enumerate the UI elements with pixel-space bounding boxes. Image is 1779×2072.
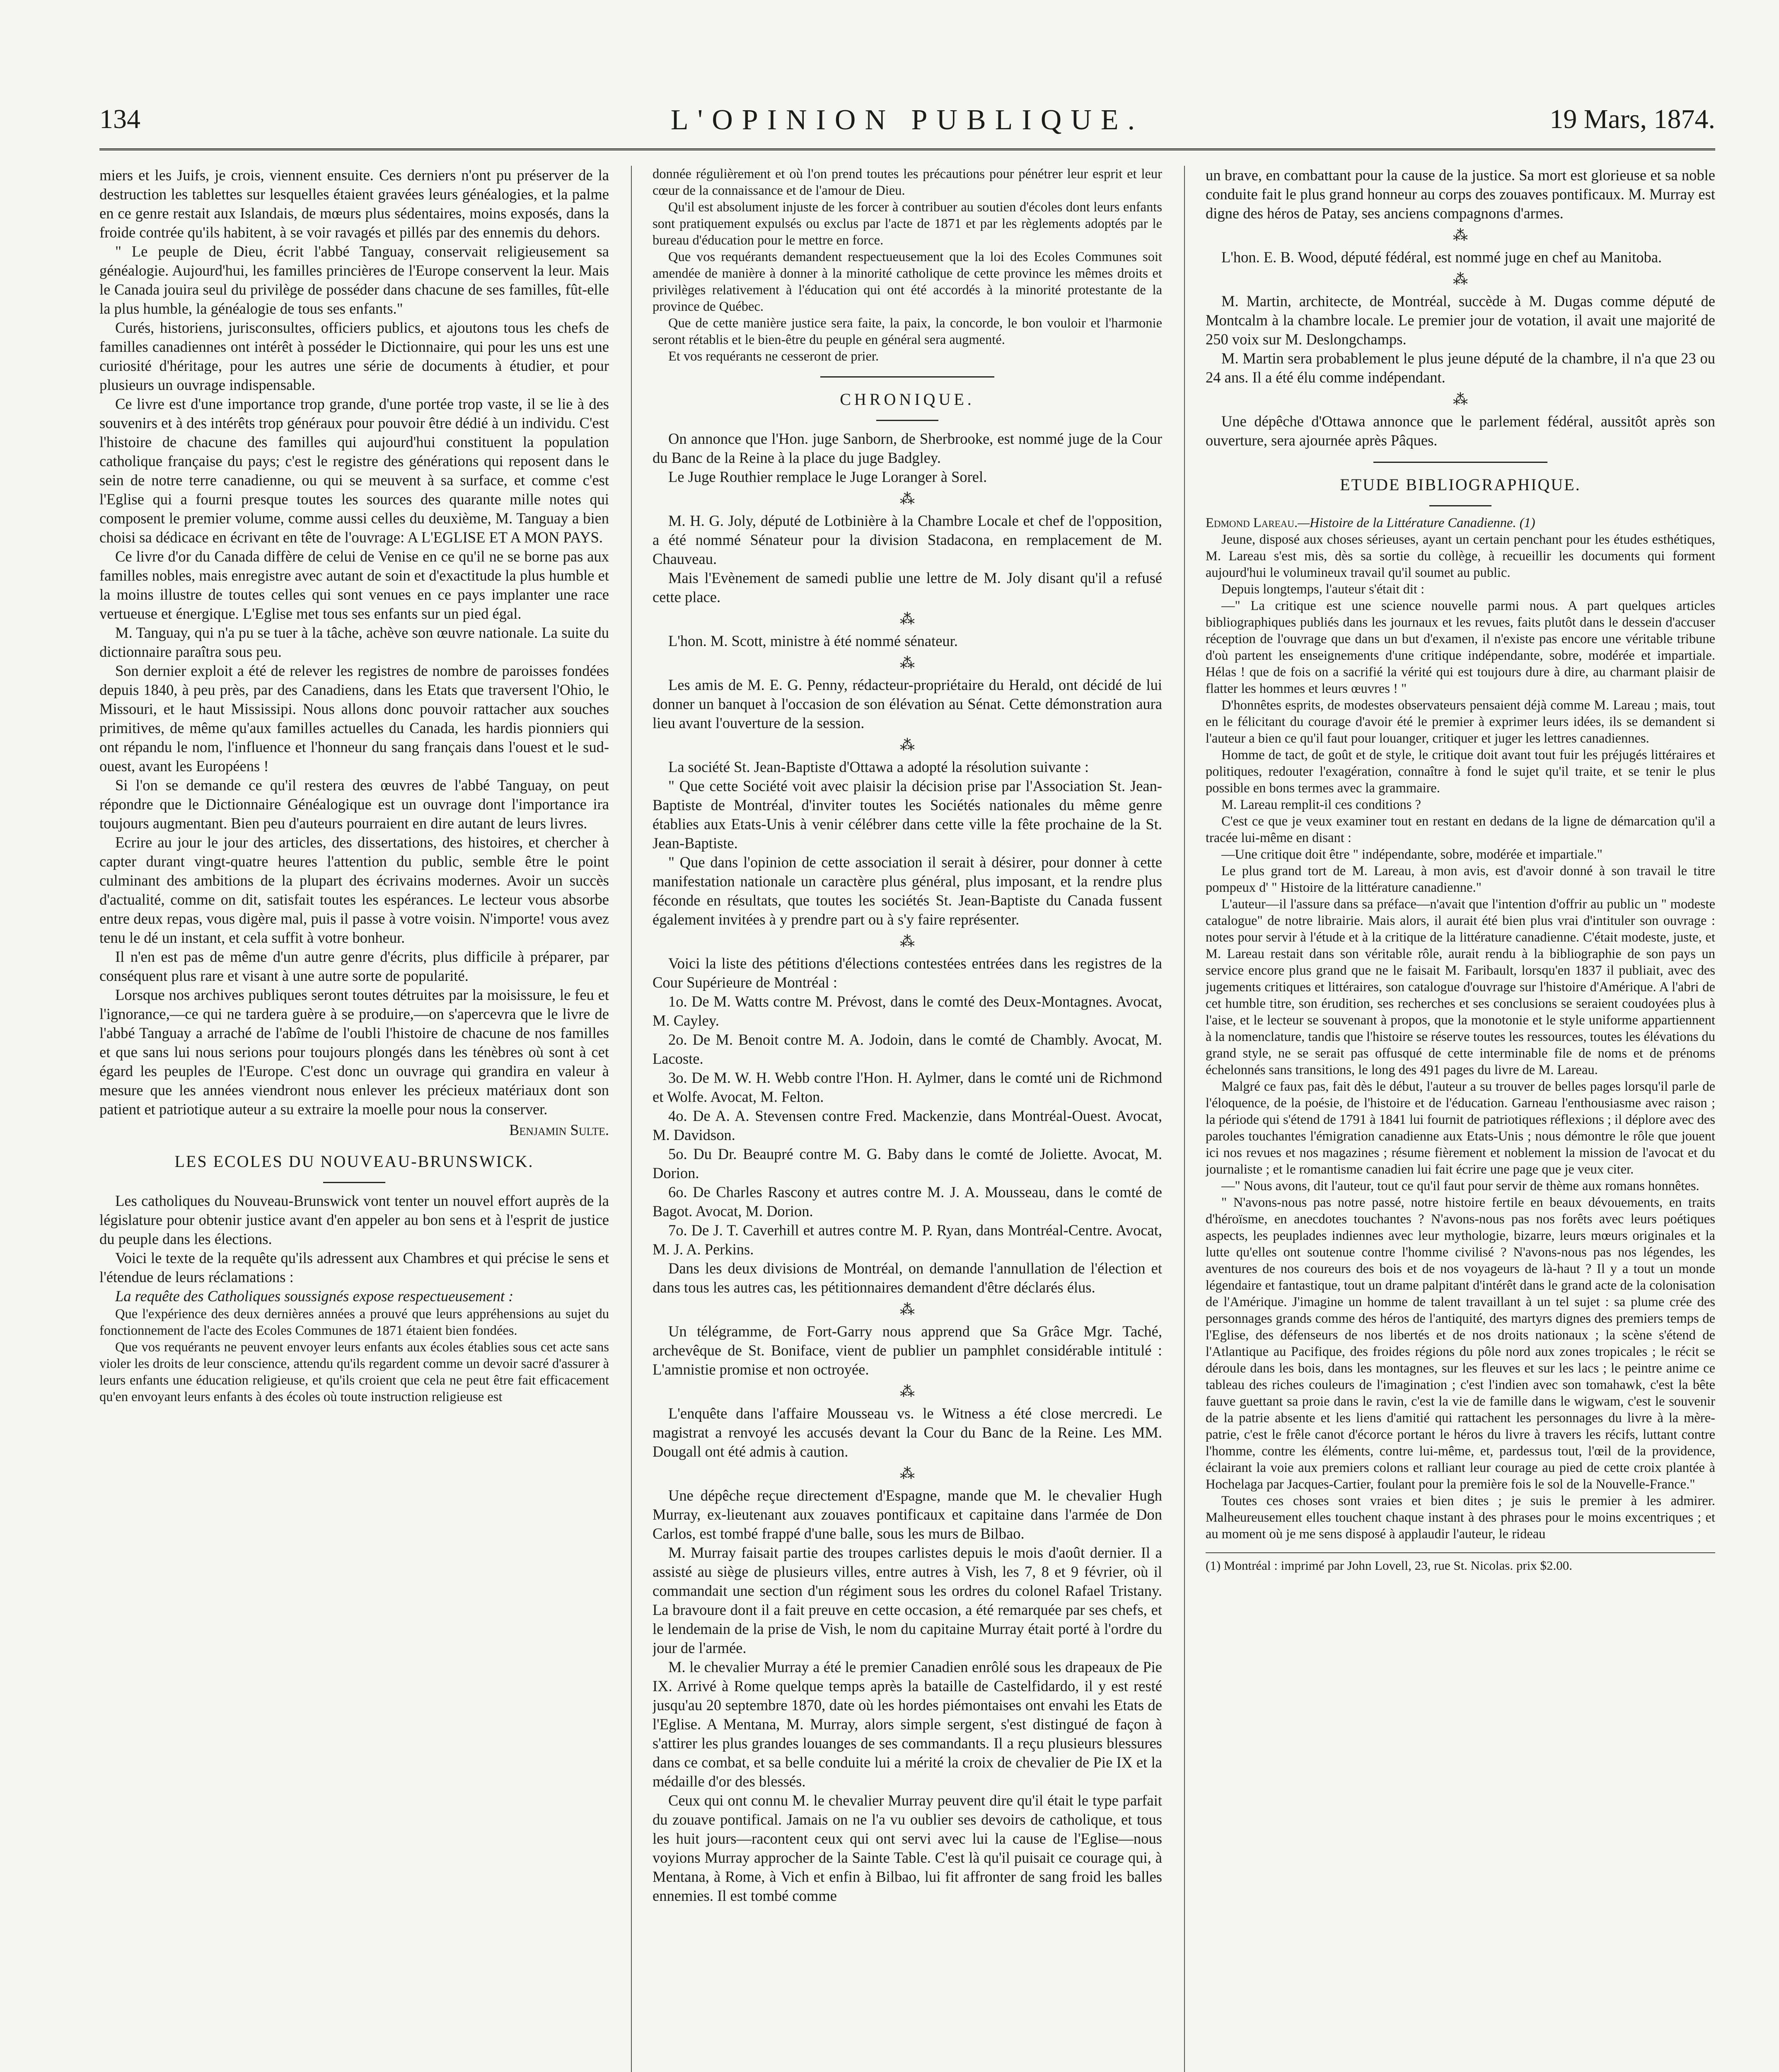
- columns: [99, 166, 1715, 2072]
- paragraph: M. le chevalier Murray a été le premier Canadien enrôlé sous les drapeaux de Pie IX. Arrivé à Rome quelque temps après la bataille de Castelfidardo, il y est resté jusqu'au 20 septembre 1870, date où les hordes piémontaises ont envahi les Etats de l'Eglise. A Mentana, M. Murray, alors simple sergent, s'est distingué de façon à s'attirer les plus grandes louanges de ses commandants. Il a reçu plusieurs blessures dans ce combat, et sa belle conduite lui a mérité la croix de chevalier de Pie IX et la médaille d'or des blessés.: [653, 1658, 1162, 1790]
- paragraph: Que de cette manière justice sera faite, la paix, la concorde, le bon vouloir et l'harmonie seront rétablis et le bien-être du peuple en général sera augmenté.: [653, 316, 1162, 347]
- paragraph: Homme de tact, de goût et de style, le critique doit avant tout fuir les préjugés littéraires et politiques, redouter l'exagération, connaître à fond le sujet qu'il traite, et se tenir le plus possible en bons termes avec la grammaire.: [1206, 748, 1715, 796]
- footnote: [1206, 1552, 1715, 1574]
- paragraph: Lorsque nos archives publiques seront toutes détruites par la moisissure, le feu et l'ignorance,—ce qui ne tardera guère à se produire,—on s'apercevra que le livre de l'abbé Tanguay a arraché de l'abîme de l'oubli l'histoire de chacune de nos familles et que sans lui nous serions pour toujours plongés dans les ténèbres où sont à cet égard les peuples de l'Europe. C'est donc un ouvrage qui grandira en valeur à mesure que les années viendront nous enlever les précieux matériaux dont son patient et patriotique auteur a su extraire la moelle pour nous la conserver.: [99, 986, 609, 1118]
- paragraph: L'hon. M. Scott, ministre à été nommé sénateur.: [668, 632, 958, 649]
- paragraph: Il n'en est pas de même d'un autre genre d'écrits, plus difficile à préparer, par conséquent plus rare et visant à une autre sorte de popularité.: [99, 948, 609, 984]
- page-header: [99, 99, 1715, 149]
- heading-rule: [323, 1182, 385, 1183]
- paragraph: D'honnêtes esprits, de modestes observateurs pensaient déjà comme M. Lareau ; mais, tout en le félicitant du courage d'avoir été le premier à exprimer leurs idées, ils se demandent si l'auteur a bien ce qu'il faut pour louanger, critiquer et juger les lettres canadiennes.: [1206, 698, 1715, 746]
- paragraph: —" Nous avons, dit l'auteur, tout ce qu'il faut pour servir de thème aux romans honnêtes.: [1221, 1179, 1699, 1193]
- heading-rule: [1429, 505, 1491, 506]
- paragraph: Ceux qui ont connu M. le chevalier Murray peuvent dire qu'il était le type parfait du zouave pontifical. Jamais on ne l'a vu oublier ses devoirs de catholique, et tous les huit jours—racontent ceux qui ont servi avec lui la cause de l'Eglise—nous voyions Murray approcher de la Sainte Table. C'est là qu'il puisait ce courage qui, à Mentana, à Rome, à Vich et enfin à Bilbao, lui fit affronter de sang froid les balles ennemies. Il est tombé comme: [653, 1792, 1162, 1904]
- paragraph: Curés, historiens, jurisconsultes, officiers publics, et ajoutons tous les chefs de familles canadiennes ont intérêt à posséder le Dictionnaire, qui pour les uns est une curiosité d'héritage, pour les autres une série de documents à étudier, et pour plusieurs un ouvrage indispensable.: [99, 319, 609, 393]
- paragraph: Ce livre est d'une importance trop grande, d'une portée trop vaste, il se lie à des souvenirs et à des intérêts trop généraux pour pouvoir être dédié à un individu. C'est l'histoire de chacune des familles qui aujourd'hui constituent la population catholique française du pays; c'est le registre des générations qui reposent dans le sein de notre terre canadienne, ou qui se meuvent à sa surface, et comme c'est l'Eglise qui a fourni presque toutes les sources des quarante mille notes qui composent le premier volume, comme aussi celles du deuxième, M. Tanguay a bien choisi sa dédicace en écrivant en tête de l'ouvrage: A L'EGLISE ET A MON PAYS.: [99, 395, 609, 546]
- paragraph: 1o. De M. Watts contre M. Prévost, dans le comté des Deux-Montagnes. Avocat, M. Cayley.: [653, 993, 1162, 1029]
- paragraph: Un télégramme, de Fort-Garry nous apprend que Sa Grâce Mgr. Taché, archevêque de St. Boniface, vient de publier un pamphlet considérable intitulé : L'amnistie promise et non octroyée.: [653, 1323, 1162, 1378]
- paragraph: M. Murray faisait partie des troupes carlistes depuis le mois d'août dernier. Il a assisté au siège de plusieurs villes, entre autres à Vish, les 7, 8 et 9 février, où il commandait une section d'un régiment sous les ordres du colonel Rafael Tristany. La bravoure dont il a fait preuve en cette occasion, a été remarquée par ses chefs, et le lendemain de la prise de Vish, le nom du capitaine Murray était porté à l'ordre du jour de l'armée.: [653, 1544, 1162, 1656]
- paragraph: Que vos requérants demandent respectueusement que la loi des Ecoles Communes soit amendée de manière à donner à la minorité catholique de cette province les mêmes droits et privilèges relativement à l'éducation qui ont été accordés à la minorité protestante de la province de Québec.: [653, 249, 1162, 314]
- review-author: Edmond Lareau.: [1206, 516, 1298, 530]
- paragraph: Que l'expérience des deux dernières années a prouvé que leurs appréhensions au sujet du fonctionnement de l'acte des Ecoles Communes de 1871 étaient bien fondées.: [99, 1307, 609, 1338]
- paragraph: M. Lareau remplit-il ces conditions ?: [1221, 797, 1421, 812]
- section-heading: LES ECOLES DU NOUVEAU-BRUNSWICK.: [174, 1152, 534, 1171]
- paragraph: Et vos requérants ne cesseront de prier.: [668, 349, 879, 364]
- section-heading: CHRONIQUE.: [840, 390, 975, 409]
- paragraph: 3o. De M. W. H. Webb contre l'Hon. H. Aylmer, dans le comté uni de Richmond et Wolfe. Avocat, M. Felton.: [653, 1069, 1162, 1105]
- paragraph: M. Martin sera probablement le plus jeune député de la chambre, il n'a que 23 ou 24 ans. Il a été élu comme indépendant.: [1206, 350, 1715, 386]
- paragraph: Les amis de M. E. G. Penny, rédacteur-propriétaire du Herald, ont décidé de lui donner un banquet à l'occasion de son élévation au Sénat. Cette démonstration aura lieu avant l'ouverture de la session.: [653, 676, 1162, 731]
- paragraph: Les catholiques du Nouveau-Brunswick vont tenter un nouvel effort auprès de la législature pour obtenir justice avant d'en appeler au bon sens et à l'esprit de justice du peuple dans les élections.: [99, 1192, 609, 1247]
- stars-ornament: ⁂: [900, 491, 915, 507]
- stars-ornament: ⁂: [1453, 271, 1468, 288]
- heading-rule: [876, 420, 938, 421]
- stars-ornament: ⁂: [900, 1301, 915, 1318]
- paragraph: L'hon. E. B. Wood, député fédéral, est nommé juge en chef au Manitoba.: [1221, 249, 1662, 266]
- paragraph: Mais l'Evènement de samedi publie une lettre de M. Joly disant qu'il a refusé cette place.: [653, 569, 1162, 605]
- section-heading: ETUDE BIBLIOGRAPHIQUE.: [1340, 475, 1581, 494]
- header-rule: [99, 148, 1715, 153]
- paragraph: Si l'on se demande ce qu'il restera des œuvres de l'abbé Tanguay, on peut répondre que le Dictionnaire Généalogique est un ouvrage dont l'importance ira toujours augmentant. Bien peu d'auteurs pourraient en dire autant de leurs livres.: [99, 777, 609, 832]
- stars-ornament: ⁂: [900, 737, 915, 753]
- paragraph: L'enquête dans l'affaire Mousseau vs. le Witness a été close mercredi. Le magistrat a renvoyé les accusés devant la Cour du Banc de la Reine. Les MM. Dougall ont été admis à caution.: [653, 1405, 1162, 1460]
- paragraph: C'est ce que je veux examiner tout en restant en dedans de la ligne de démarcation qu'il a tracée lui-même en disant :: [1206, 814, 1715, 845]
- paragraph: miers et les Juifs, je crois, viennent ensuite. Ces derniers n'ont pu préserver de la destruction les tablettes sur lesquelles étaient gravées leurs généalogies, et la palme en ce genre restait aux Islandais, de mœurs plus sédentaires, moins exposés, dans la froide contrée qu'ils habitent, à se voir ravagés et pillés par des ennemis du dehors.: [99, 167, 609, 241]
- paragraph: Dans les deux divisions de Montréal, on demande l'annullation de l'élection et dans tous les autres cas, les pétitionnaires demandent d'être déclarés élus.: [653, 1260, 1162, 1296]
- paragraph: Jeune, disposé aux choses sérieuses, ayant un certain penchant pour les études esthétiques, M. Lareau s'est mis, dès sa sortie du collège, à recueillir les documents qui forment aujourd'hui le volumineux travail qu'il soumet au public.: [1206, 532, 1715, 580]
- paragraph: Ce livre d'or du Canada diffère de celui de Venise en ce qu'il ne se borne pas aux familles nobles, mais enregistre avec autant de soin et d'exactitude la plus humble et la moins illustre de toutes celles qui sont venues en ce pays implanter une race vertueuse et énergique. L'Eglise met tous ses enfants sur un pied égal.: [99, 548, 609, 622]
- paragraph: —Une critique doit être " indépendante, sobre, modérée et impartiale.": [1221, 847, 1603, 862]
- stars-ornament: ⁂: [900, 1383, 915, 1400]
- paragraph: Le Juge Routhier remplace le Juge Loranger à Sorel.: [668, 468, 987, 485]
- paragraph: Ecrire au jour le jour des articles, des dissertations, des histoires, et chercher à capter durant vingt-quatre heures l'attention du public, semble être le point culminant des ambitions de la plupart des écrivains modernes. Avoir un succès d'actualité, comme on dit, satisfait toutes les espérances. Le lecteur vous absorbe entre deux repas, vous digère mal, puis il passe à votre voisin. N'importe! vous avez tenu le dé un instant, et cela suffit à votre bonheur.: [99, 834, 609, 946]
- stars-ornament: ⁂: [900, 933, 915, 950]
- paragraph: 4o. De A. A. Stevensen contre Fred. Mackenzie, dans Montréal-Ouest. Avocat, M. Davidson.: [653, 1107, 1162, 1143]
- paragraph: un brave, en combattant pour la cause de la justice. Sa mort est glorieuse et sa noble conduite fait le plus grand honneur au corps des zouaves pontificaux. M. Murray est digne des héros de Patay, ses anciens compagnons d'armes.: [1206, 167, 1715, 222]
- stars-ornament: ⁂: [1453, 227, 1468, 244]
- page-number: 134: [99, 104, 140, 134]
- footnote-text: (1) Montréal : imprimé par John Lovell, 23, rue St. Nicolas. prix $2.00.: [1206, 1558, 1573, 1573]
- paragraph: Une dépêche d'Ottawa annonce que le parlement fédéral, aussitôt après son ouverture, sera ajournée après Pâques.: [1206, 413, 1715, 449]
- paragraph: Une dépêche reçue directement d'Espagne, mande que M. le chevalier Hugh Murray, ex-lieutenant aux zouaves pontificaux et capitaine dans l'armée de Don Carlos, est tombé frappé d'une balle, sous les murs de Bilbao.: [653, 1487, 1162, 1542]
- stars-ornament: ⁂: [900, 655, 915, 671]
- petition-intro: La requête des Catholiques soussignés expose respectueusement :: [115, 1288, 514, 1305]
- paragraph: Toutes ces choses sont vraies et bien dites ; je suis le premier à les admirer. Malheureusement elles touchent chaque instant à des phrases pour le moins excentriques ; et au moment où je me sens disposé à applaudir l'auteur, le rideau: [1206, 1493, 1715, 1542]
- paragraph: 5o. Du Dr. Beaupré contre M. G. Baby dans le comté de Joliette. Avocat, M. Dorion.: [653, 1145, 1162, 1181]
- paragraph: Depuis longtemps, l'auteur s'était dit :: [1221, 582, 1425, 597]
- paragraph: Malgré ce faux pas, fait dès le début, l'auteur a su trouver de belles pages lorsqu'il parle de l'éloquence, de la poésie, de l'histoire et de l'éducation. Garneau l'enthousiasme avec raison ; la période qui s'étend de 1791 à 1841 lui fournit de patriotiques réflexions ; il déplore avec des paroles touchantes l'émigration canadienne aux Etats-Unis ; nous démontre le rôle que jouent ici nos revues et nos magazines ; résume fièrement et noblement la mission de l'avocat et du journaliste ; et le romantisme canadien lui fait écrire une page que je veux citer.: [1206, 1079, 1715, 1177]
- author-signature: Benjamin Sulte.: [509, 1121, 609, 1138]
- column-divider: [631, 166, 632, 2072]
- issue-date: 19 Mars, 1874.: [1549, 104, 1715, 134]
- paragraph: Qu'il est absolument injuste de les forcer à contribuer au soutien d'écoles dont leurs enfants sont pratiquement expulsés ou exclus par l'acte de 1871 et par les règlements adoptés par le bureau d'éducation pour le mettre en force.: [653, 200, 1162, 248]
- section-rule: [1373, 462, 1547, 463]
- paragraph: M. Tanguay, qui n'a pu se tuer à la tâche, achève son œuvre nationale. La suite du dictionnaire paraîtra sous peu.: [99, 624, 609, 660]
- stars-ornament: ⁂: [1453, 391, 1468, 408]
- stars-ornament: ⁂: [900, 611, 915, 627]
- paragraph: " Le peuple de Dieu, écrit l'abbé Tanguay, conservait religieusement sa généalogie. Aujourd'hui, les familles princières de l'Europe conservent la leur. Mais le Canada jouira seul du privilège de posséder dans chacune de ses familles, fût-elle la plus humble, la généalogie de tous ses enfants.": [99, 243, 609, 317]
- paragraph: On annonce que l'Hon. juge Sanborn, de Sherbrooke, est nommé juge de la Cour du Banc de la Reine à la place du juge Badgley.: [653, 430, 1162, 466]
- review-citation: [1206, 515, 1715, 531]
- paragraph: " Que cette Société voit avec plaisir la décision prise par l'Association St. Jean-Baptiste de Montréal, d'inviter toutes les Sociétés nationales du même genre établies aux Etats-Unis à venir célébrer dans cette ville la fête prochaine de la St. Jean-Baptiste.: [653, 777, 1162, 852]
- section-rule: [820, 376, 994, 378]
- paragraph: 7o. De J. T. Caverhill et autres contre M. P. Ryan, dans Montréal-Centre. Avocat, M. J. A. Perkins.: [653, 1222, 1162, 1258]
- paragraph: Que vos requérants ne peuvent envoyer leurs enfants aux écoles établies sous cet acte sans violer les droits de leur conscience, attendu qu'ils regardent comme un devoir sacré d'assurer à leurs enfants une éducation religieuse, et qu'ils croient que cela ne peut être fait efficacement qu'en envoyant leurs enfants à des écoles où toute instruction religieuse est: [99, 1340, 609, 1404]
- paragraph: 2o. De M. Benoit contre M. A. Jodoin, dans le comté de Chambly. Avocat, M. Lacoste.: [653, 1031, 1162, 1067]
- review-title: —Histoire de la Littérature Canadienne. (1): [1298, 516, 1535, 530]
- column-2: [653, 166, 1162, 2072]
- paragraph: donnée régulièrement et où l'on prend toutes les précautions pour pénétrer leur esprit et leur cœur de la connaissance et de l'amour de Dieu.: [653, 167, 1162, 198]
- paragraph: 6o. De Charles Rascony et autres contre M. J. A. Mousseau, dans le comté de Bagot. Avocat, M. Dorion.: [653, 1184, 1162, 1220]
- paragraph: Le plus grand tort de M. Lareau, à mon avis, est d'avoir donné à son travail le titre pompeux d' " Histoire de la littérature canadienne.": [1206, 864, 1715, 895]
- paragraph: Voici la liste des pétitions d'élections contestées entrées dans les registres de la Cour Supérieure de Montréal :: [653, 955, 1162, 991]
- paragraph: —" La critique est une science nouvelle parmi nous. A part quelques articles bibliographiques publiés dans les journaux et les revues, faits plutôt dans le dessein d'accuser réception de l'ouvrage que dans un but d'examen, il n'existe pas encore une véritable tribune d'où partent les enseignements d'une critique indépendante, sobre, modérée et impartiale. Hélas ! que de fois on a sacrifié la vérité qui est toujours dure à dire, au charmant plaisir de flatter les hommes et leurs œuvres ! ": [1206, 598, 1715, 696]
- paragraph: " Que dans l'opinion de cette association il serait à désirer, pour donner à cette manifestation nationale un caractère plus général, plus imposant, et la rendre plus féconde en résultats, que toutes les sociétés St. Jean-Baptiste du Canada fussent également invitées à y prendre part ou à s'y faire représenter.: [653, 854, 1162, 928]
- journal-title: L'OPINION PUBLIQUE.: [670, 104, 1144, 136]
- column-divider: [1184, 166, 1185, 2072]
- paragraph: L'auteur—il l'assure dans sa préface—n'avait que l'intention d'offrir au public un " modeste catalogue" de notre librairie. Mais alors, il aurait été bien plus vrai d'intituler son ouvrage : notes pour servir à l'étude et à la critique de la littérature canadienne. C'était modeste, juste, et M. Lareau restait dans son véritable rôle, aurait rendu à la bibliographie de son pays un service encore plus grand que ne le faisait M. Faribault, lorsqu'en 1837 il publiait, avec des jugements critiques et littéraires, son catalogue d'ouvrage sur l'histoire d'Amérique. A l'abri de cet humble titre, son érudition, ses recherches et ses conclusions se seraient coudoyées plus à l'aise, et le lecteur se souvenant à propos, que la monotonie et le style uniforme appartiennent à la nomenclature, tandis que l'histoire se réserve toutes les ressources, toutes les élévations du grand style, ne se serait pas offusqué de cette interminable file de noms et de prénoms échelonnés sans transitions, le long des 491 pages du livre de M. Lareau.: [1206, 897, 1715, 1077]
- paragraph: Son dernier exploit a été de relever les registres de nombre de paroisses fondées depuis 1840, à peu près, par des Canadiens, dans les Etats que traversent l'Ohio, le Missouri, et le haut Mississipi. Nous allons donc pouvoir rattacher aux souches primitives, de même qu'aux familles actuelles du Canada, les hardis pionniers qui ont répandu le nom, l'influence et l'honneur du sang français dans l'ouest et le sud-ouest, avant les Européens !: [99, 662, 609, 775]
- paragraph: M. H. G. Joly, député de Lotbinière à la Chambre Locale et chef de l'opposition, a été nommé Sénateur pour la division Stadacona, en remplacement de M. Chauveau.: [653, 512, 1162, 567]
- stars-ornament: ⁂: [900, 1465, 915, 1482]
- column-1: [99, 166, 609, 2072]
- paragraph: Voici le texte de la requête qu'ils adressent aux Chambres et qui précise le sens et l'étendue de leurs réclamations :: [99, 1249, 609, 1285]
- paragraph: M. Martin, architecte, de Montréal, succède à M. Dugas comme député de Montcalm à la chambre locale. Le premier jour de votation, il avait une majorité de 250 voix sur M. Deslongchamps.: [1206, 293, 1715, 348]
- paragraph: " N'avons-nous pas notre passé, notre histoire fertile en beaux dévouements, en traits d'héroïsme, en anecdotes touchantes ? N'avons-nous pas nos forêts avec leurs poétiques aspects, les peuplades indiennes avec leur mythologie, bizarre, leurs mœurs originales et la lutte qu'elles ont soutenue contre l'homme civilisé ? N'avons-nous pas nos légendes, les aventures de nos coureurs des bois et de nos voyageurs de là-haut ? Il y a tout un monde légendaire et fantastique, tout un drame palpitant d'intérêt dans le grand acte de la colonisation de l'Amérique. J'imagine un homme de talent travaillant à un tel sujet : sa plume crée des personnages grands comme des héros de l'antiquité, des martyrs dignes des premiers temps de l'Eglise, des défenseurs de nos libertés et de nos droits nationaux ; la scène s'étend de l'Atlantique au Pacifique, des froides régions du pôle nord aux zones tropicales ; le récit se déroule dans les bois, dans les montagnes, sur les fleuves et sur les lacs ; le peintre anime ce tableau des riches couleurs de l'imagination ; c'est l'indien avec son tomahawk, c'est la bête fauve guettant sa proie dans le ravin, c'est la vie de famille dans le wigwam, c'est le souvenir de la patrie absente et les liens d'amitié qui rattachent les personnages du livre à la mère-patrie, c'est le frêle canot d'écorce portant le héros du livre à travers les récifs, luttant contre l'homme, contre les éléments, contre lui-même, et, pardessus tout, l'œil de la providence, éclairant la voie aux premiers colons et ralliant leur courage au pied de cette croix plantée à Hochelaga par Jacques-Cartier, foulant pour la première fois le sol de la Nouvelle-France.": [1206, 1195, 1715, 1492]
- column-3: [1206, 166, 1715, 2072]
- newspaper-page: [99, 99, 1715, 2072]
- paragraph: La société St. Jean-Baptiste d'Ottawa a adopté la résolution suivante :: [668, 758, 1089, 775]
